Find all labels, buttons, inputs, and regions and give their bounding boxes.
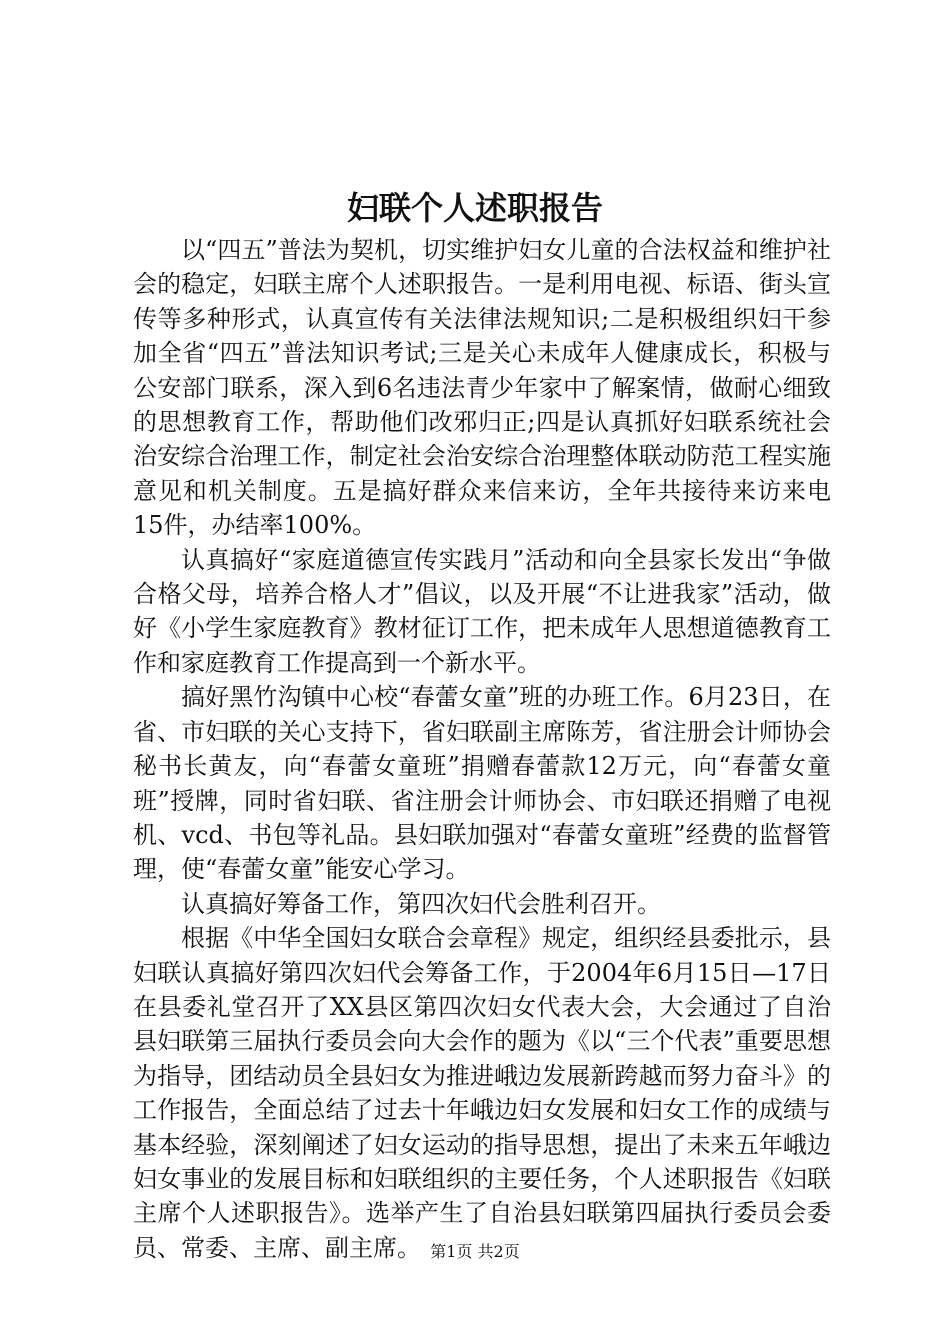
paragraph: 以“四五”普法为契机，切实维护妇女儿童的合法权益和维护社会的稳定，妇联主席个人述职报告。一是利用电视、标语、街头宣传等多种形式，认真宣传有关法律法规知识;二是积极组织妇干参加全省“四五”普法知识考试;三是关心未成年人健康成长，积极与公安部门联系，深入到6名违法青少年家中了解案情，做耐心细致的思想教育工作，帮助他们改邪归正;四是认真抓好妇联系统社会治安综合治理工作，制定社会治安综合治理整体联动防范工程实施意见和机关制度。五是搞好群众来信来访，全年共接待来访来电15件，办结率100%。 [133, 236, 831, 540]
document-body [133, 233, 831, 1265]
paragraph: 认真搞好“家庭道德宣传实践月”活动和向全县家长发出“争做合格父母，培养合格人才”倡议，以及开展“不让进我家”活动，做好《小学生家庭教育》教材征订工作，把未成年人思想道德教育工作和家庭教育工作提高到一个新水平。 [133, 545, 831, 677]
paragraph: 认真搞好筹备工作，第四次妇代会胜利召开。 [181, 889, 661, 918]
page-number-footer: 第1页 共2页 [430, 1242, 520, 1261]
paragraph: 搞好黑竹沟镇中心校“春蕾女童”班的办班工作。6月23日，在省、市妇联的关心支持下，省妇联副主席陈芳，省注册会计师协会秘书长黄友，向“春蕾女童班”捐赠春蕾款12万元，向“春蕾女童班”授牌，同时省妇联、省注册会计师协会、市妇联还捐赠了电视机、vcd、书包等礼品。县妇联加强对“春蕾女童班”经费的监督管理，使“春蕾女童”能安心学习。 [133, 683, 831, 884]
paragraph: 根据《中华全国妇女联合会章程》规定，组织经县委批示，县妇联认真搞好第四次妇代会筹备工作，于2004年6月15日—17日在县委礼堂召开了XX县区第四次妇女代表大会，大会通过了自治县妇联第三届执行委员会向大会作的题为《以“三个代表”重要思想为指导，团结动员全县妇女为推进峨边发展新跨越而努力奋斗》的工作报告，全面总结了过去十年峨边妇女发展和妇女工作的成绩与基本经验，深刻阐述了妇女运动的指导思想，提出了未来五年峨边妇女事业的发展目标和妇联组织的主要任务，个人述职报告《妇联主席个人述职报告》。选举产生了自治县妇联第四届执行委员会委员、常委、主席、副主席。 [133, 924, 831, 1262]
document-title: 妇联个人述职报告 [346, 189, 603, 227]
